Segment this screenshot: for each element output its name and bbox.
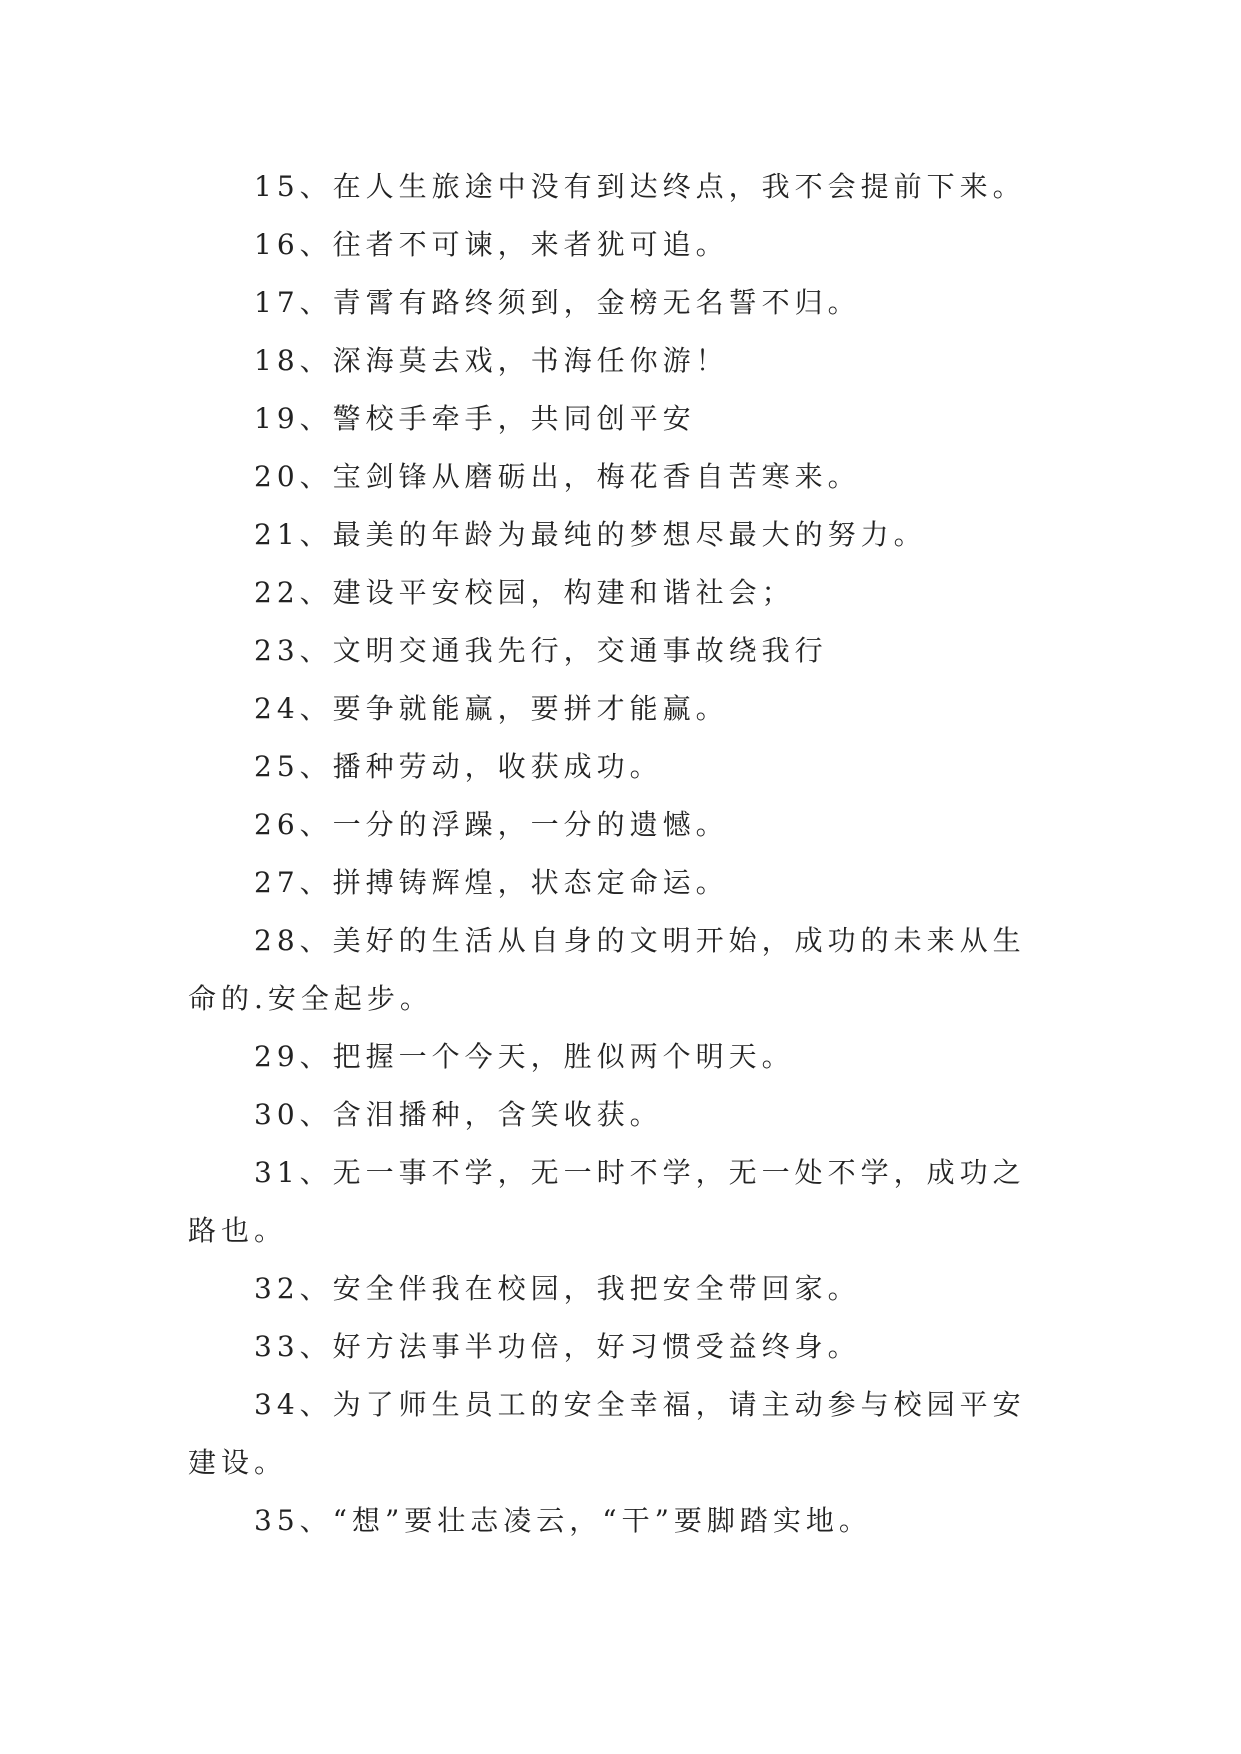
slogan-line: 33、好方法事半功倍，好习惯受益终身。 — [254, 1330, 861, 1363]
slogan-line: 34、为了师生员工的安全幸福，请主动参与校园平安建设。 — [188, 1388, 1026, 1479]
slogan-line: 16、往者不可谏，来者犹可追。 — [254, 228, 729, 261]
slogan-line: 32、安全伴我在校园，我把安全带回家。 — [254, 1272, 861, 1305]
document-body — [188, 158, 1058, 1550]
slogan-line: 20、宝剑锋从磨砺出，梅花香自苦寒来。 — [254, 460, 861, 493]
slogan-line: 27、拼搏铸辉煌，状态定命运。 — [254, 866, 729, 899]
slogan-line: 17、青霄有路终须到，金榜无名誓不归。 — [254, 286, 861, 319]
slogan-line: 31、无一事不学，无一时不学，无一处不学，成功之路也。 — [188, 1156, 1026, 1247]
slogan-line: 23、文明交通我先行，交通事故绕我行 — [254, 634, 828, 667]
slogan-line: 21、最美的年龄为最纯的梦想尽最大的努力。 — [254, 518, 927, 551]
slogan-line: 22、建设平安校园，构建和谐社会； — [254, 576, 795, 609]
slogan-line: 29、把握一个今天，胜似两个明天。 — [254, 1040, 795, 1073]
slogan-line: 25、播种劳动，收获成功。 — [254, 750, 663, 783]
slogan-line: 18、深海莫去戏，书海任你游！ — [254, 344, 729, 377]
slogan-line: 35、“想”要壮志凌云，“干”要脚踏实地。 — [254, 1504, 872, 1537]
slogan-line: 26、一分的浮躁，一分的遗憾。 — [254, 808, 729, 841]
slogan-line: 24、要争就能赢，要拼才能赢。 — [254, 692, 729, 725]
slogan-line: 15、在人生旅途中没有到达终点，我不会提前下来。 — [254, 170, 1026, 203]
slogan-line: 30、含泪播种，含笑收获。 — [254, 1098, 663, 1131]
slogan-line: 28、美好的生活从自身的文明开始，成功的未来从生命的.安全起步。 — [188, 924, 1026, 1015]
slogan-line: 19、警校手牵手，共同创平安 — [254, 402, 696, 435]
